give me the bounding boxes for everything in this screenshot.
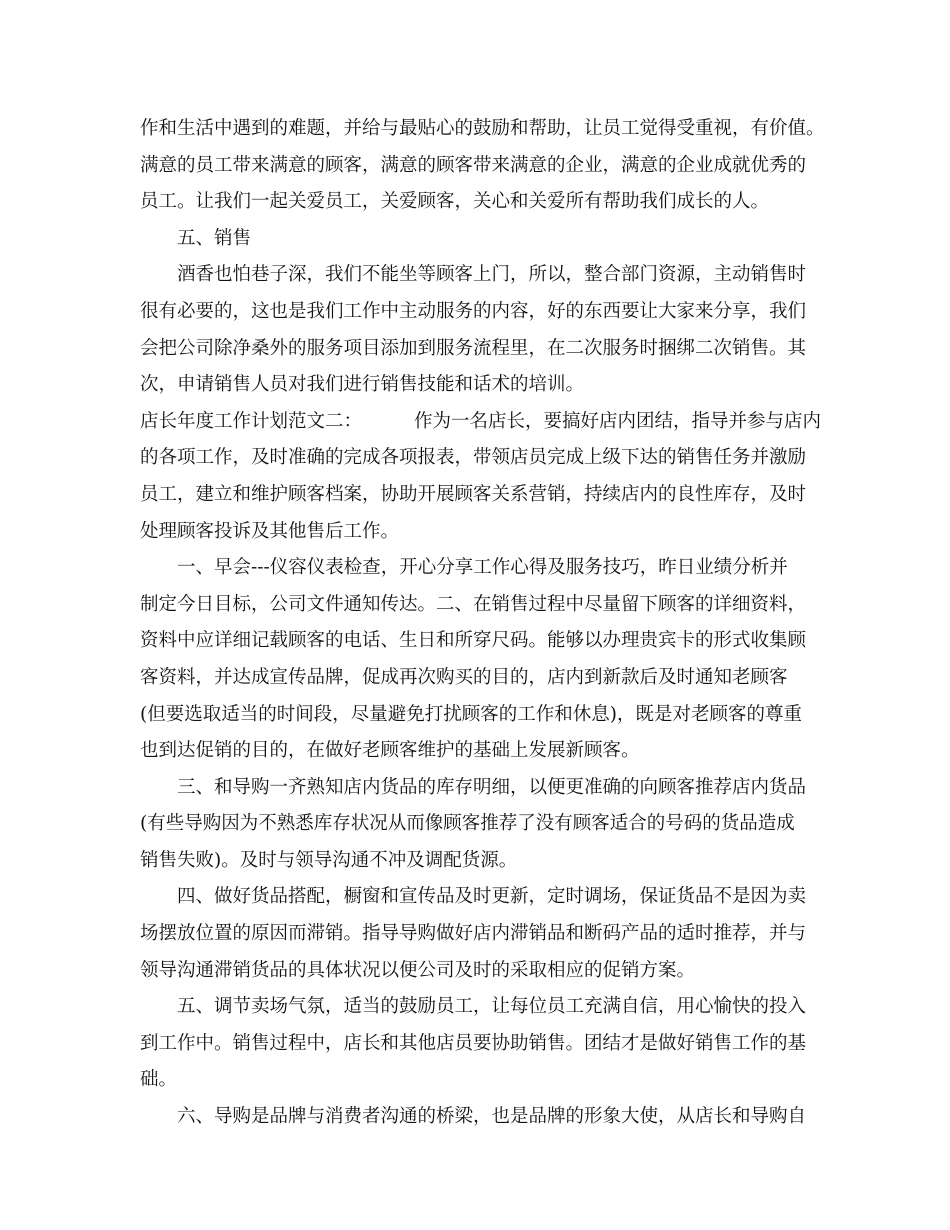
text-line: 员工。让我们一起关爱员工，关爱顾客，关心和关爱所有帮助我们成长的人。	[140, 191, 770, 213]
text-line: 会把公司除净桑外的服务项目添加到服务流程里，在二次服务时捆绑二次销售。其	[140, 337, 807, 359]
text-line: 制定今日目标，公司文件通知传达。二、在销售过程中尽量留下顾客的详细资料，	[140, 593, 807, 615]
text-line: 四、做好货品搭配，橱窗和宣传品及时更新，定时调场，保证货品不是因为卖	[177, 886, 807, 908]
text-line: (但要选取适当的时间段，尽量避免打扰顾客的工作和休息)，既是对老顾客的尊重	[140, 703, 802, 725]
text-line: 满意的员工带来满意的顾客，满意的顾客带来满意的企业，满意的企业成就优秀的	[140, 154, 807, 176]
text-line: 也到达促销的目的，在做好老顾客维护的基础上发展新顾客。	[140, 740, 640, 762]
text-line: 场摆放位置的原因而滞销。指导导购做好店内滞销品和断码产品的适时推荐，并与	[140, 923, 807, 945]
text-line: 一、早会---仪容仪表检查，开心分享工作心得及服务技巧，昨日业绩分析并	[177, 557, 788, 579]
text-line: 领导沟通滞销货品的具体状况以便公司及时的采取相应的促销方案。	[140, 959, 696, 981]
text-line: 三、和导购一齐熟知店内货品的库存明细，以便更准确的向顾客推荐店内货品	[177, 776, 807, 798]
text-line: 础。	[140, 1069, 178, 1091]
text-line: 六、导购是品牌与消费者沟通的桥梁，也是品牌的形象大使，从店长和导购自	[177, 1106, 807, 1128]
text-line: 资料中应详细记载顾客的电话、生日和所穿尺码。能够以办理贵宾卡的形式收集顾	[140, 630, 807, 652]
text-line: 客资料，并达成宣传品牌，促成再次购买的目的，店内到新款后及时通知老顾客	[140, 666, 788, 688]
text-line: 次，申请销售人员对我们进行销售技能和话术的培训。	[140, 374, 585, 396]
sample2-intro-line	[140, 404, 840, 441]
text-line: 处理顾客投诉及其他售后工作。	[140, 520, 400, 542]
text-line: 销售失败)。及时与领导沟通不冲及调配货源。	[140, 849, 518, 871]
text-line: 员工，建立和维护顾客档案，协助开展顾客关系营销，持续店内的良性库存，及时	[140, 483, 807, 505]
sample2-first-text: 作为一名店长，要搞好店内团结，指导并参与店内	[414, 410, 822, 432]
text-line: 作和生活中遇到的难题，并给与最贴心的鼓励和帮助，让员工觉得受重视，有价值。	[140, 118, 825, 139]
section-heading-sales: 五、销售	[177, 227, 252, 249]
text-line: (有些导购因为不熟悉库存状况从而像顾客推荐了没有顾客适合的号码的货品造成	[140, 813, 795, 835]
text-line: 酒香也怕巷子深，我们不能坐等顾客上门，所以，整合部门资源，主动销售时	[177, 264, 807, 286]
text-line: 到工作中。销售过程中，店长和其他店员要协助销售。团结才是做好销售工作的基	[140, 1032, 807, 1054]
document-page	[140, 111, 840, 1136]
text-line: 很有必要的，这也是我们工作中主动服务的内容，好的东西要让大家来分享，我们	[140, 300, 807, 322]
text-line: 五、调节卖场气氛，适当的鼓励员工，让每位员工充满自信，用心愉快的投入	[177, 996, 807, 1018]
sample2-title: 店长年度工作计划范文二：	[140, 410, 363, 432]
text-line: 的各项工作，及时准确的完成各项报表，带领店员完成上级下达的销售任务并激励	[140, 447, 807, 469]
